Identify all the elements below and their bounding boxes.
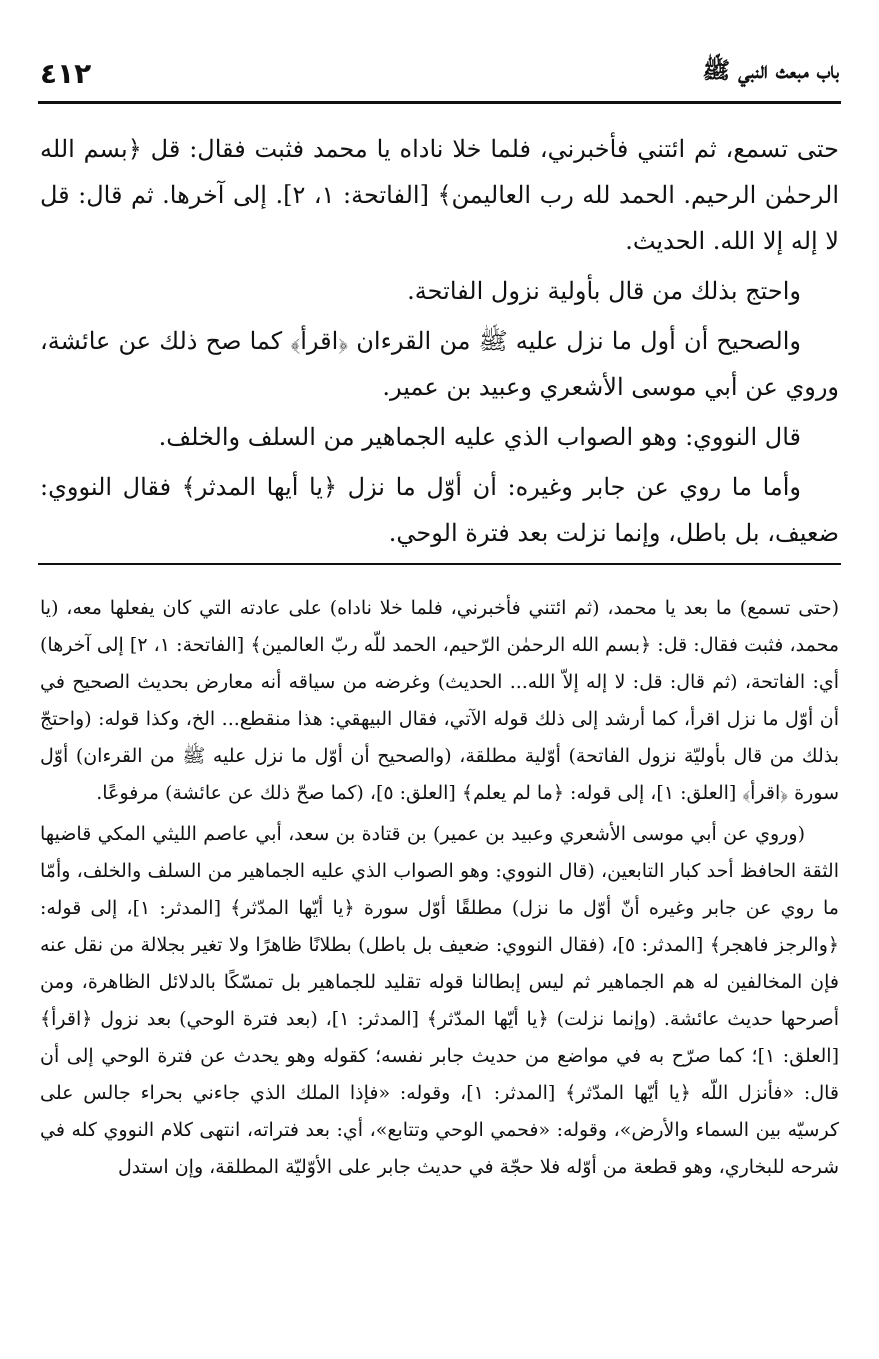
main-paragraph: وأما ما روي عن جابر وغيره: أن أوّل ما نزل ﴿يا أيها المدثر﴾ فقال النووي: ضعيف، بل باطل، وإنما نزلت بعد فترة الوحي. xyxy=(40,473,839,547)
main-paragraph: واحتج بذلك من قال بأولية نزول الفاتحة. xyxy=(407,277,801,305)
running-title: باب مبعث النبي ﷺ xyxy=(702,57,839,84)
commentary-paragraph: (وروي عن أبي موسى الأشعري وعبيد بن عمير) بن قتادة بن سعد، أبي عاصم الليثي المكي قاضيها الثقة الحافظ أحد كبار التابعين، (قال النووي: وهو الصواب الذي عليه الجماهير من السلف والخلف، وأمّا ما روي عن جابر وغيره أنّ أوّل ما نزل) مطلقًا أوّل سورة ﴿يا أيّها المدّثر﴾ [المدثر: ١]، إلى قوله: ﴿والرجز فاهجر﴾ [المدثر: ٥]، (فقال النووي: ضعيف بل باطل) بطلانًا ظاهرًا ولا تغير بجلالة من نقل عنه فإن المخالفين له هم الجماهير ثم ليس إبطالنا قوله تقليد للجماهير بل تمسّكًا بالدلائل الظاهرة، ومن أصرحها حديث عائشة. (وإنما نزلت) ﴿يا أيّها المدّثر﴾ [المدثر: ١]، (بعد فترة الوحي) بعد نزول ﴿اقرأ﴾ [العلق: ١]؛ كما صرّح به في مواضع من حديث جابر نفسه؛ كقوله وهو يحدث عن فترة الوحي إلى أن قال: «فأنزل اللّه ﴿يا أيّها المدّثر﴾ [المدثر: ١]، وقوله: «فإذا الملك الذي جاءني بحراء جالس على كرسيّه بين السماء والأرض»، وقوله: «فحمي الوحي وتتابع»، أي: بعد فتراته، انتهى كلام النووي كله في شرحه للبخاري، وهو قطعة من أوّله فلا حجّة في حديث جابر على الأوّليّة المطلقة، وإن استدل xyxy=(40,823,839,1178)
commentary xyxy=(40,590,839,1190)
commentary-paragraph: (حتى تسمع) ما بعد يا محمد، (ثم ائتني فأخبرني، فلما خلا ناداه) على عادته التي كان يفعلها معه، (يا محمد، فثبت فقال: قل: ﴿بسم الله الرحمٰن الرّحيم، الحمد للّه ربّ العالمين﴾ [الفاتحة: ١، ٢] إلى آخرها) أي: الفاتحة، (ثم قال: قل: لا إله إلاّ الله... الحديث) وغرضه من سياقه أنه معارض بحديث الصحيح في أن أوّل ما نزل اقرأ، كما أرشد إلى ذلك قوله الآتي، فقال البيهقي: هذا منقطع... الخ، وكذا قوله: (واحتجّ بذلك من قال بأوليّة نزول الفاتحة) أوّلية مطلقة، (والصحيح أن أوّل ما نزل عليه ﷺ من القرءان) أوّل سورة ﴿اقرأ﴾ [العلق: ١]، إلى قوله: ﴿ما لم يعلم﴾ [العلق: ٥]، (كما صحّ ذلك عن عائشة) مرفوعًا. xyxy=(40,597,840,804)
header-rule xyxy=(38,101,841,104)
section-divider xyxy=(38,563,841,565)
main-paragraph: والصحيح أن أول ما نزل عليه ﷺ من القرءان ﴿اقرأ﴾ كما صح ذلك عن عائشة، وروي عن أبي موسى الأشعري وعبيد بن عمير. xyxy=(40,327,839,401)
page-header xyxy=(40,50,839,96)
main-text xyxy=(40,126,839,560)
page-number: ٤١٢ xyxy=(40,56,92,90)
main-paragraph: حتى تسمع، ثم ائتني فأخبرني، فلما خلا ناداه يا محمد فثبت فقال: قل ﴿بسم الله الرحمٰن الرحيم. الحمد لله رب العاليمن﴾ [الفاتحة: ١، ٢]. إلى آخرها. ثم قال: قل لا إله إلا الله. الحديث. xyxy=(40,135,840,255)
main-paragraph: قال النووي: وهو الصواب الذي عليه الجماهير من السلف والخلف. xyxy=(158,423,801,451)
